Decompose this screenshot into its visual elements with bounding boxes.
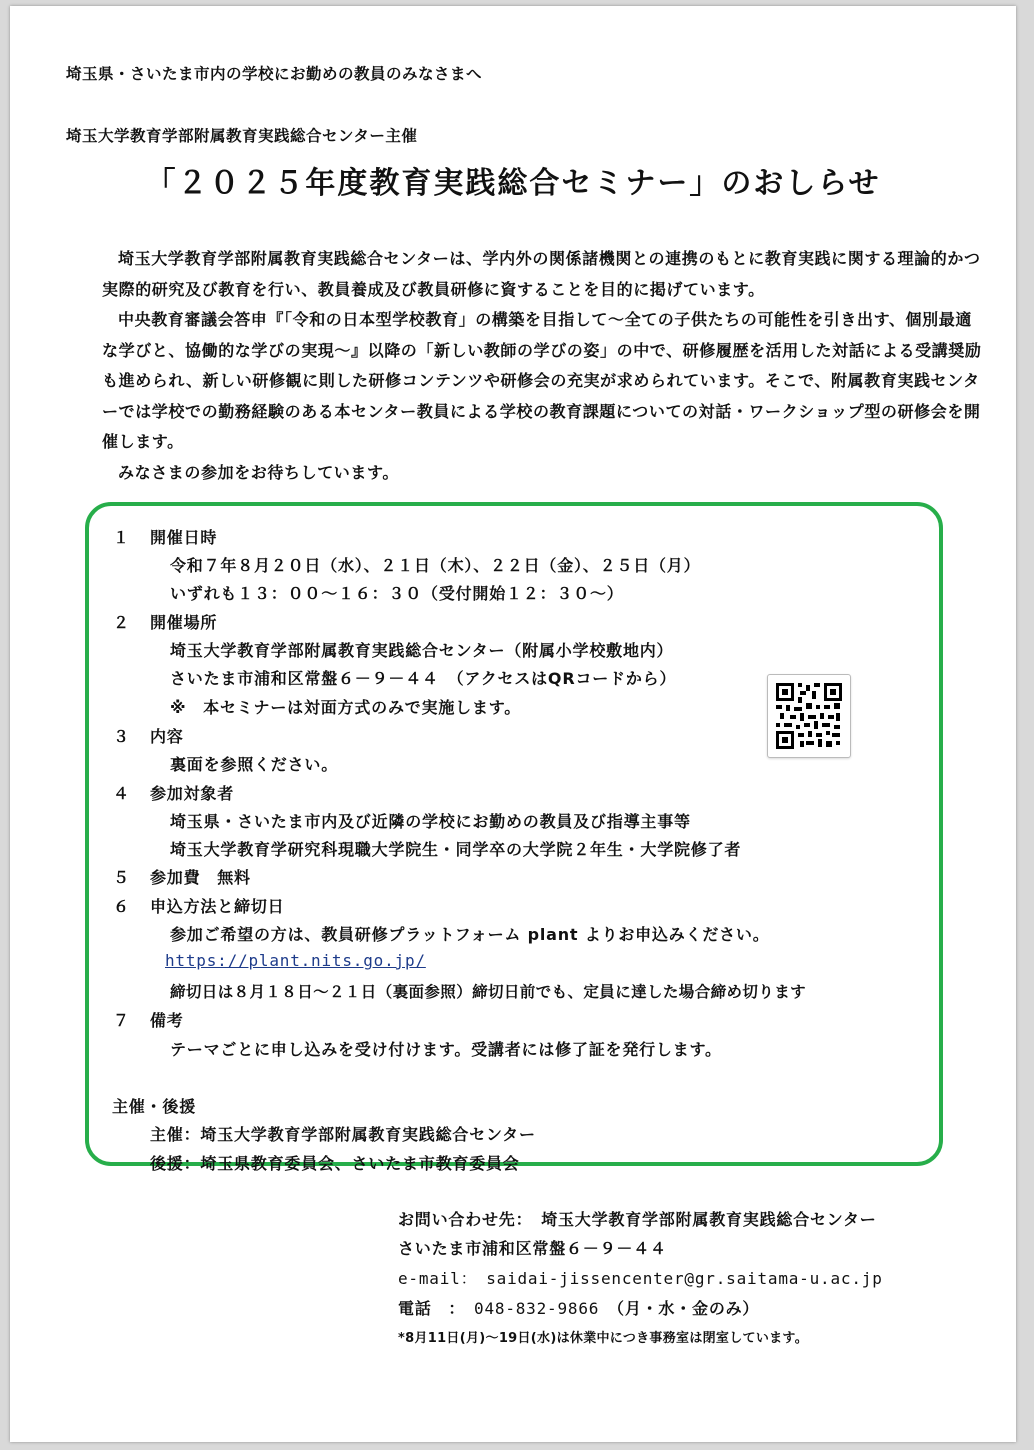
section-6-number: ６ — [113, 897, 130, 916]
section-4-detail-1: 埼玉県・さいたま市内及び近隣の学校にお勤めの教員及び指導主事等 — [170, 812, 691, 831]
section-1-label: 開催日時 — [150, 528, 218, 547]
section-6-detail-1: 参加ご希望の方は、教員研修プラットフォーム plant よりお申込みください。 — [170, 925, 770, 944]
phone-value: 048-832-9866 — [474, 1299, 600, 1318]
section-2-label: 開催場所 — [150, 613, 218, 632]
email-value[interactable]: saidai-jissencenter@gr.saitama-u.ac.jp — [486, 1269, 883, 1288]
intro-paragraph-1: 埼玉大学教育学部附属教育実践総合センターは、学内外の関係諸機関との連携のもとに教育実践に関する理論的かつ実際的研究及び教育を行い、教員養成及び教員研修に資することを目的に掲げています。 — [102, 249, 981, 299]
organizer-line: 埼玉大学教育学部附属教育実践総合センター主催 — [66, 127, 418, 145]
section-7-detail-1: テーマごとに申し込みを受け付けます。受講者には修了証を発行します。 — [170, 1040, 722, 1059]
host-support-heading: 主催・後援 — [112, 1097, 197, 1116]
phone-days: （月・水・金のみ） — [599, 1299, 760, 1318]
section-4-label: 参加対象者 — [150, 784, 235, 803]
contact-org: 埼玉大学教育学部附属教育実践総合センター — [541, 1210, 877, 1229]
page-title: 「２０２５年度教育実践総合セミナー」のおしらせ — [145, 166, 881, 201]
email-label: e-mail： — [398, 1269, 487, 1288]
plant-url-link[interactable]: https://plant.nits.go.jp/ — [165, 951, 426, 970]
section-2-detail-1: 埼玉大学教育学部附属教育実践総合センター（附属小学校敷地内） — [170, 641, 674, 660]
qr-code-graphic — [776, 683, 842, 749]
phone-label: 電話 ： — [398, 1299, 475, 1318]
section-2-number: ２ — [113, 613, 130, 632]
section-1-detail-1: 令和７年８月２０日（水）、２１日（木）、２２日（金）、２５日（月） — [170, 556, 701, 575]
section-4-number: ４ — [113, 784, 130, 803]
contact-phone-row — [398, 1296, 759, 1319]
section-6-label: 申込方法と締切日 — [150, 897, 285, 916]
qr-code-icon[interactable] — [767, 674, 851, 758]
intro-text — [102, 244, 982, 488]
contact-heading — [398, 1207, 877, 1230]
section-3-number: ３ — [113, 727, 130, 746]
section-5-label: 参加費 無料 — [150, 868, 251, 887]
section-3-label: 内容 — [150, 727, 184, 746]
section-1-detail-2: いずれも１３：００～１６：３０（受付開始１２：３０～） — [170, 584, 624, 603]
section-1-number: １ — [113, 528, 130, 547]
section-7-number: ７ — [113, 1011, 130, 1030]
intro-paragraph-3: みなさまの参加をお待ちしています。 — [118, 462, 399, 482]
contact-address: さいたま市浦和区常盤６－９－４４ — [398, 1239, 667, 1258]
section-5-number: ５ — [113, 868, 130, 887]
section-7-label: 備考 — [150, 1011, 184, 1030]
document-page — [10, 6, 1016, 1442]
section-2-detail-2: さいたま市浦和区常盤６－９－４４ （アクセスはQRコードから） — [170, 669, 677, 688]
intro-paragraph-2: 中央教育審議会答申『「令和の日本型学校教育」の構築を目指して～全ての子供たちの可能性を引き出す、個別最適な学びと、協働的な学びの実現～』以降の「新しい教師の学びの姿」の中で、研修履歴を活用した対話による受講奨励も進められ、新しい研修観に則した研修コンテンツや研修会の充実が求められています。そこで、附属教育実践センターでは学校での勤務経験のある本センター教員による学校の教育課題についての対話・ワークショップ型の研修会を開催します。 — [102, 310, 982, 451]
section-3-detail-1: 裏面を参照ください。 — [170, 755, 339, 774]
section-4-detail-2: 埼玉大学教育学研究科現職大学院生・同学卒の大学院２年生・大学院修了者 — [170, 840, 742, 859]
section-2-detail-3: ※ 本セミナーは対面方式のみで実施します。 — [170, 698, 522, 717]
contact-label: お問い合わせ先： — [398, 1210, 542, 1229]
host-line: 主催：埼玉大学教育学部附属教育実践総合センター — [150, 1125, 536, 1144]
closure-note: *8月11日(月)～19日(水)は休業中につき事務室は閉室しています。 — [398, 1331, 808, 1346]
contact-email-row — [398, 1266, 883, 1289]
audience-line: 埼玉県・さいたま市内の学校にお勤めの教員のみなさまへ — [66, 65, 483, 83]
support-line: 後援：埼玉県教育委員会、さいたま市教育委員会 — [150, 1154, 520, 1173]
section-6-detail-2: 締切日は８月１８日～２１日（裏面参照）締切日前でも、定員に達した場合締め切ります — [170, 983, 807, 1001]
